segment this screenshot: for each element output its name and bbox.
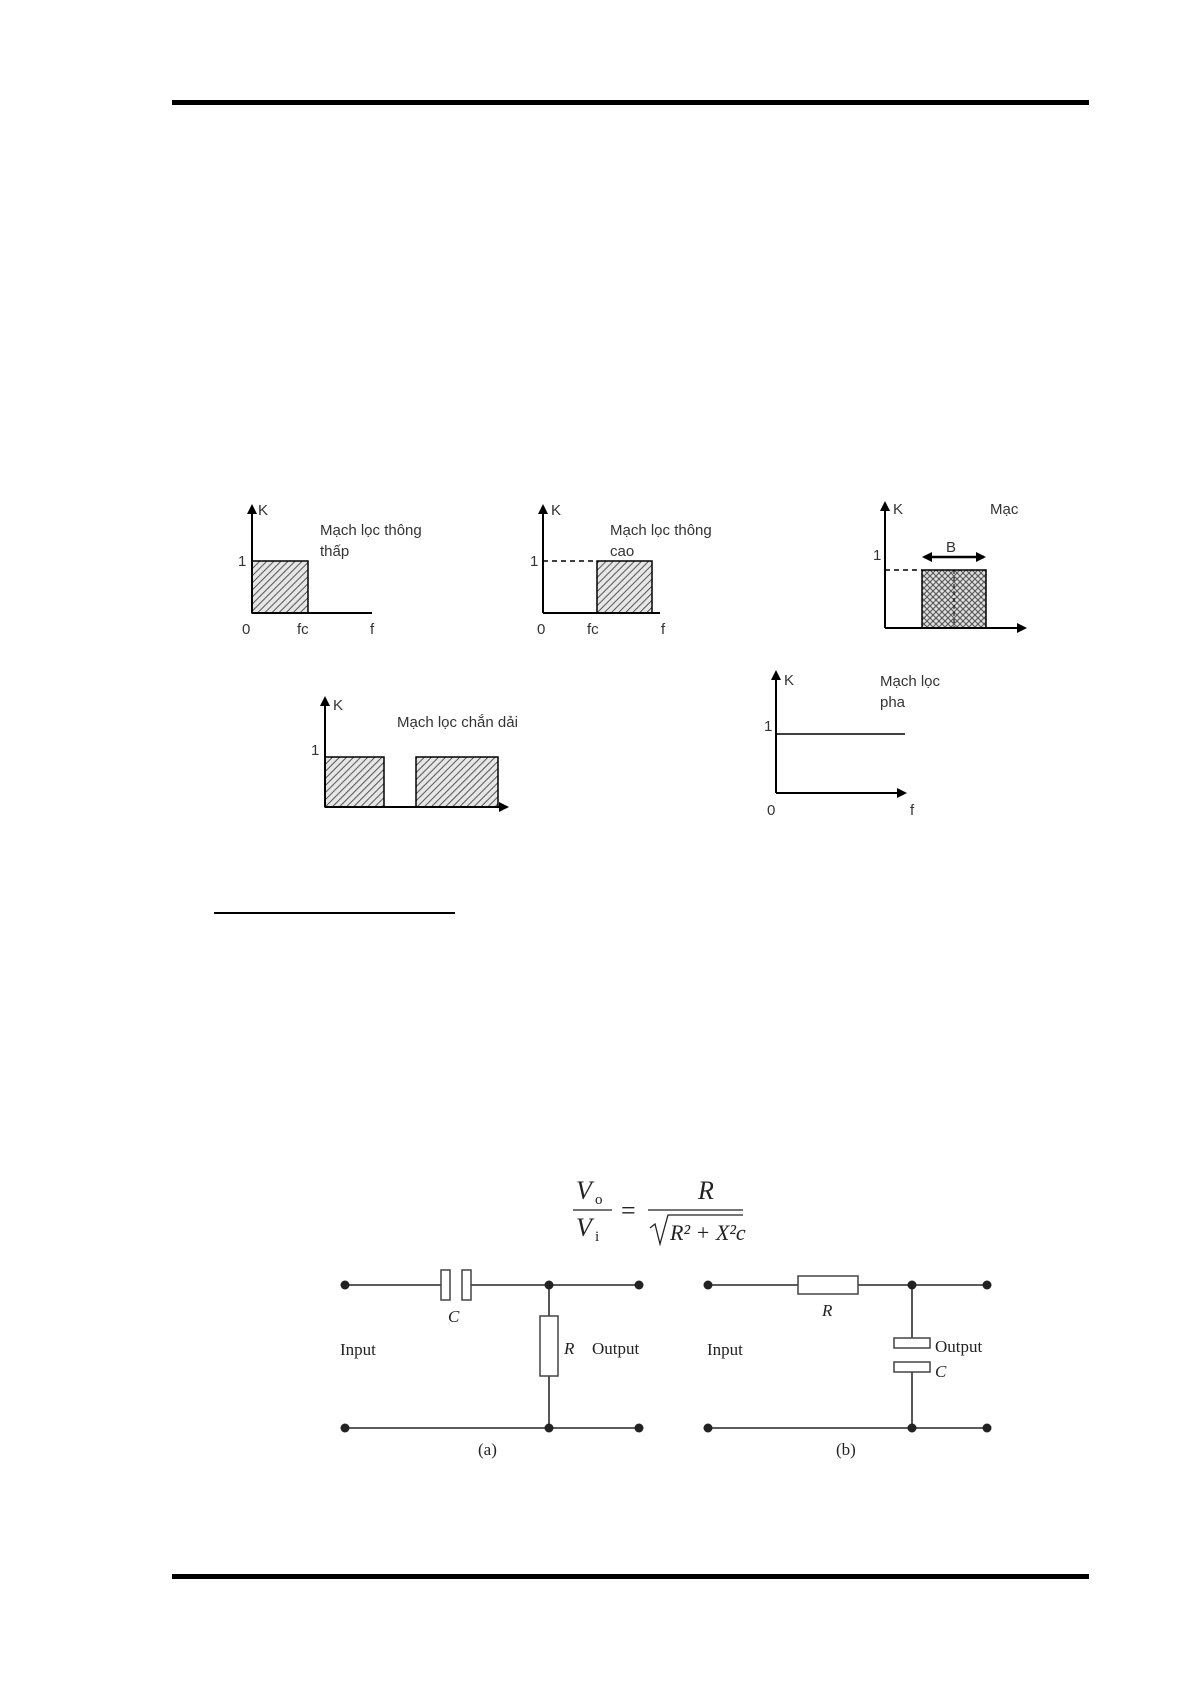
terminal <box>704 1281 713 1290</box>
resistor <box>540 1316 558 1376</box>
x-axis-label: f <box>910 802 915 819</box>
circuit-caption: (b) <box>836 1440 856 1459</box>
upper-pass-band <box>416 757 498 807</box>
capacitor-plate <box>462 1270 471 1300</box>
terminal <box>983 1424 992 1433</box>
vo-subscript: o <box>595 1192 603 1208</box>
input-label: Input <box>707 1340 743 1359</box>
y-axis-label: K <box>893 501 904 518</box>
capacitor-label: C <box>448 1307 460 1326</box>
vo-symbol: V <box>576 1176 592 1205</box>
rhs-numerator: R <box>698 1176 714 1205</box>
filter-title: Mạc <box>990 501 1019 518</box>
y-axis-label: K <box>784 672 795 689</box>
high-pass-filter-graph <box>530 502 712 638</box>
pass-band-area <box>597 561 652 613</box>
transfer-formula <box>573 1176 746 1245</box>
circuit-a <box>340 1270 644 1459</box>
rhs-denominator: R² + X²c <box>670 1220 746 1245</box>
resistor-label: R <box>822 1301 833 1320</box>
band-pass-filter-graph <box>873 501 1025 628</box>
filter-title-line2: pha <box>880 694 906 711</box>
terminal <box>545 1424 554 1433</box>
cutoff-label: fc <box>587 621 599 638</box>
origin-label: 0 <box>537 621 546 638</box>
equals-sign: = <box>621 1196 636 1225</box>
y-axis-label: K <box>333 697 344 714</box>
y-axis-label: K <box>551 502 562 519</box>
level-label: 1 <box>238 553 247 570</box>
bandwidth-label: B <box>946 539 957 556</box>
lower-pass-band <box>325 757 384 807</box>
circuit-b <box>704 1276 992 1459</box>
x-axis-label: f <box>661 621 666 638</box>
filter-title-line2: cao <box>610 543 635 560</box>
capacitor-plate <box>441 1270 450 1300</box>
x-axis-label: f <box>370 621 375 638</box>
terminal <box>545 1281 554 1290</box>
all-pass-filter-graph <box>764 672 941 819</box>
filter-title-line2: thấp <box>320 543 350 560</box>
terminal <box>341 1424 350 1433</box>
resistor <box>798 1276 858 1294</box>
low-pass-filter-graph <box>238 502 422 638</box>
terminal <box>983 1281 992 1290</box>
filter-title: Mạch lọc thông <box>320 522 422 539</box>
capacitor-plate <box>894 1362 930 1372</box>
level-label: 1 <box>530 553 539 570</box>
terminal <box>635 1424 644 1433</box>
terminal <box>908 1281 917 1290</box>
level-label: 1 <box>873 547 882 564</box>
resistor-label: R <box>564 1339 575 1358</box>
filter-title: Mạch lọc <box>880 673 941 690</box>
origin-label: 0 <box>242 621 251 638</box>
terminal <box>635 1281 644 1290</box>
terminal <box>341 1281 350 1290</box>
capacitor-plate <box>894 1338 930 1348</box>
input-label: Input <box>340 1340 376 1359</box>
terminal <box>908 1424 917 1433</box>
level-label: 1 <box>764 718 773 735</box>
circuit-caption: (a) <box>478 1440 497 1459</box>
filter-title: Mạch lọc thông <box>610 522 712 539</box>
vi-symbol: V <box>576 1213 592 1242</box>
output-label: Output <box>592 1339 640 1358</box>
y-axis-label: K <box>258 502 269 519</box>
capacitor-label: C <box>935 1362 947 1381</box>
pass-band-area <box>252 561 308 613</box>
level-label: 1 <box>311 742 320 759</box>
vi-subscript: i <box>595 1229 600 1245</box>
band-stop-filter-graph <box>311 697 518 807</box>
origin-label: 0 <box>767 802 776 819</box>
output-label: Output <box>935 1337 983 1356</box>
cutoff-label: fc <box>297 621 309 638</box>
filter-title: Mạch lọc chắn dải <box>397 714 518 731</box>
terminal <box>704 1424 713 1433</box>
